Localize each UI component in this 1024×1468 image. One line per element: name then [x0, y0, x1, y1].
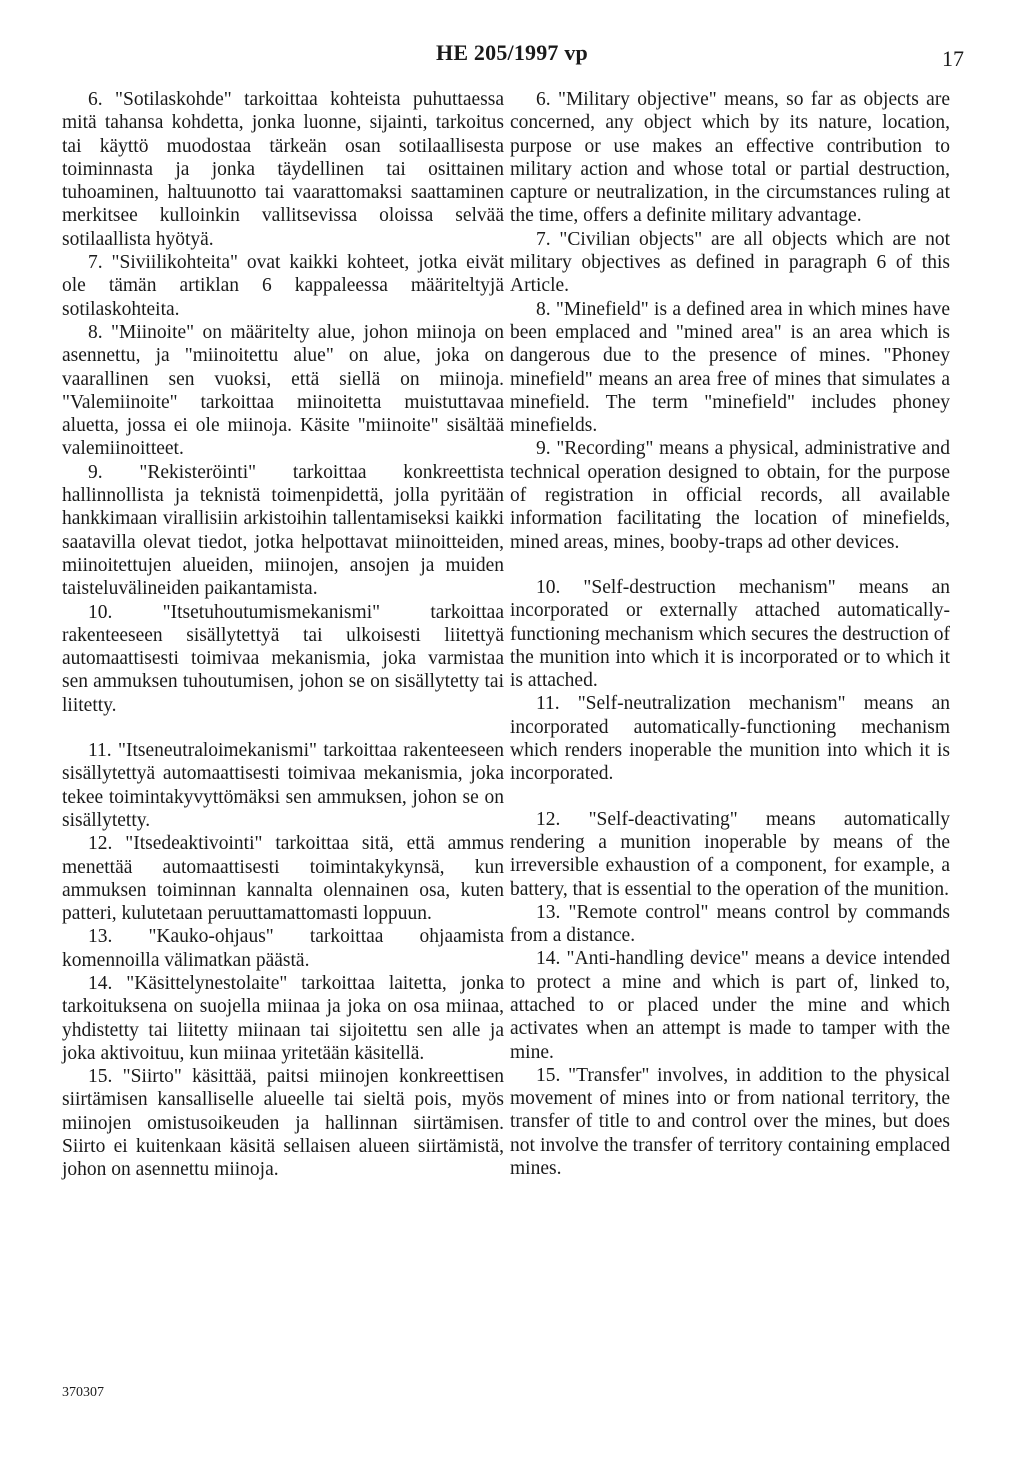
paragraph-fi-9: 9. "Rekisteröinti" tarkoittaa konkreettista hallinnollista ja teknistä toimenpidettä, jolla pyritään hankkimaan virallisiin arkistoihin tallentamiseksi kaikki saatavilla olevat tiedot, jotka helpottavat miinoitteiden, miinoitettujen alueiden, miinojen, ansojen ja muiden taisteluvälineiden paikantamista. — [62, 461, 504, 600]
paragraph-en-14: 14. "Anti-handling device" means a device intended to protect a mine and which is part of, linked to, attached to or placed under the mine and which activates when an attempt is made to tamper with the mine. — [510, 948, 950, 1063]
footer-print-code: 370307 — [62, 1385, 104, 1400]
page-number: 17 — [942, 46, 964, 71]
paragraph-en-9: 9. "Recording" means a physical, administrative and technical operation designed to obtain, for the purpose of registration in official records, all available information facilitating the location of minefields, mined areas, mines, booby-traps ad other devices. — [510, 438, 950, 553]
paragraph-fi-14: 14. "Käsittelynestolaite" tarkoittaa laitetta, jonka tarkoituksena on suojella miinaa ja joka on osa miinaa, yhdistetty tai liitetty miinaan tai sijoitettu sen alle ja joka aktivoituu, kun miinaa yritetään käsitellä. — [62, 972, 504, 1064]
paragraph-gap — [62, 717, 504, 739]
paragraph-en-15: 15. "Transfer" involves, in addition to the physical movement of mines into or from national territory, the transfer of title to and control over the mines, but does not involve the transfer of territory containing emplaced mines. — [510, 1064, 950, 1180]
document-title: HE 205/1997 vp — [436, 40, 588, 65]
paragraph-en-13: 13. "Remote control" means control by commands from a distance. — [510, 901, 950, 947]
finnish-column — [62, 88, 504, 1182]
paragraph-fi-15: 15. "Siirto" käsittää, paitsi miinojen konkreettisen siirtämisen kansalliselle alueelle tai sieltä pois, myös miinojen omistusoikeuden ja hallinnan siirtämisen. Siirto ei kuitenkaan käsitä sellaisen alueen siirtämistä, johon on asennettu miinoja. — [62, 1066, 504, 1181]
paragraph-en-10: 10. "Self-destruction mechanism" means an incorporated or externally attached automatically-functioning mechanism which secures the destruction of the munition into which it is incorporated or to which it is attached. — [510, 576, 950, 692]
paragraph-gap — [510, 554, 950, 576]
paragraph-fi-13: 13. "Kauko-ohjaus" tarkoittaa ohjaamista komennoilla välimatkan päästä. — [62, 926, 504, 971]
paragraph-gap — [510, 786, 950, 808]
paragraph-fi-12: 12. "Itsedeaktivointi" tarkoittaa sitä, että ammus menettää automaattisesti toimintakykynsä, kun ammuksen toiminnan kannalta olennainen osa, kuten patteri, kulutetaan peruuttamattomasti loppuun. — [62, 833, 504, 925]
paragraph-en-8: 8. "Minefield" is a defined area in which mines have been emplaced and "mined area" is an area which is dangerous due to the presence of mines. "Phoney minefield" means an area free of mines that simulates a minefield. The term "minefield" includes phoney minefields. — [510, 298, 950, 437]
paragraph-en-11: 11. "Self-neutralization mechanism" means an incorporated automatically-functioning mechanism which renders inoperable the munition into which it is incorporated. — [510, 693, 950, 785]
paragraph-fi-8: 8. "Miinoite" on määritelty alue, johon miinoja on asennettu, ja "miinoitettu alue" on alue, joka on vaarallinen sen vuoksi, että siellä on miinoja. "Valemiinoite" tarkoittaa miinoitetta muistuttavaa aluetta, jossa ei ole miinoja. Käsite "miinoite" sisältää valemiinoitteet. — [62, 321, 504, 460]
paragraph-fi-6: 6. "Sotilaskohde" tarkoittaa kohteista puhuttaessa mitä tahansa kohdetta, jonka luonne, sijainti, tarkoitus tai käyttö muodostaa tärkeän osan sotilaallisesta toiminnasta ja jonka täydellinen tai osittainen tuhoaminen, haltuunotto tai vaarattomaksi saattaminen merkitsee kulloinkin vallitsevissa oloissa selvää sotilaallista hyötyä. — [62, 89, 504, 250]
paragraph-en-12: 12. "Self-deactivating" means automatically rendering a munition inoperable by means of the irreversible exhaustion of a component, for example, a battery, that is essential to the operation of the munition. — [510, 808, 950, 900]
paragraph-fi-11: 11. "Itseneutraloimekanismi" tarkoittaa rakenteeseen sisällytettyä automaattisesti toimivaa mekanismia, joka tekee toimintakyvyttömäksi sen ammuksen, johon se on sisällytetty. — [62, 740, 504, 831]
english-column — [510, 88, 950, 1180]
paragraph-fi-10: 10. "Itsetuhoutumismekanismi" tarkoittaa rakenteeseen sisällytettyä tai ulkoisesti liitettyä automaattisesti toimivaa mekanismia, joka varmistaa sen ammuksen tuhoutumisen, johon se on sisällytetty tai liitetty. — [62, 601, 504, 716]
paragraph-en-7: 7. "Civilian objects" are all objects which are not military objectives as defined in paragraph 6 of this Article. — [510, 228, 950, 297]
paragraph-en-6: 6. "Military objective" means, so far as objects are concerned, any object which by its nature, location, purpose or use makes an effective contribution to military action and whose total or partial destruction, capture or neutralization, in the circumstances ruling at the time, offers a definite military advantage. — [510, 89, 950, 227]
paragraph-fi-7: 7. "Siviilikohteita" ovat kaikki kohteet, jotka eivät ole tämän artiklan 6 kappaleessa määriteltyjä sotilaskohteita. — [62, 252, 504, 320]
